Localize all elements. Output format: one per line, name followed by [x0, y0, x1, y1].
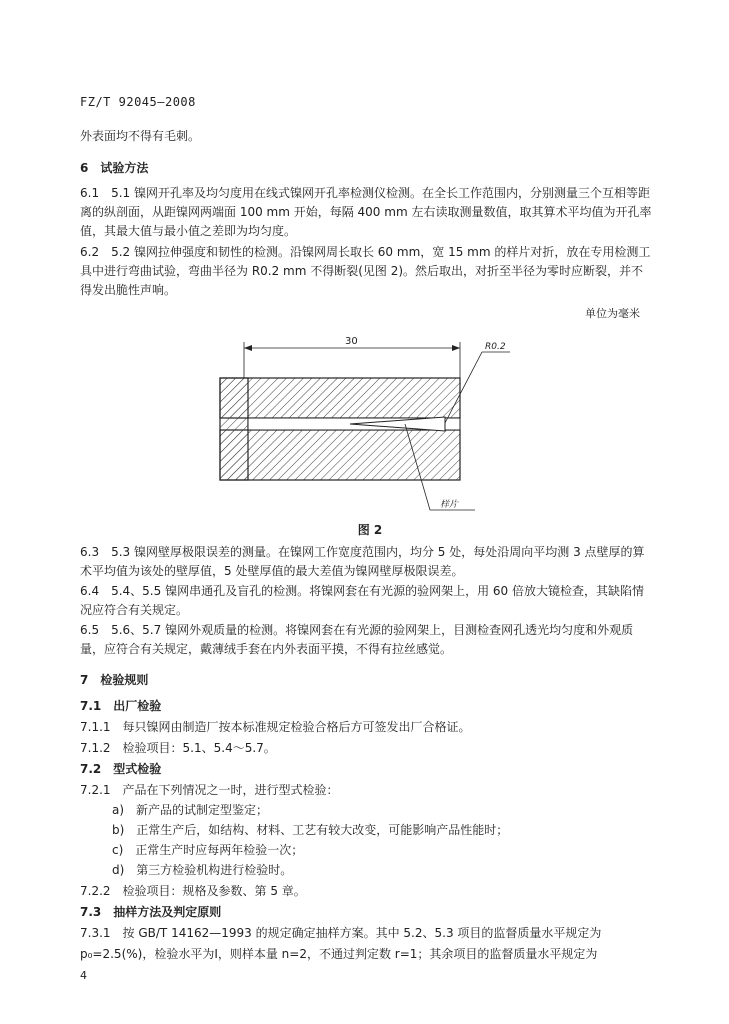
- list-item-b: b) 正常生产后，如结构、材料、工艺有较大改变，可能影响产品性能时；: [112, 823, 509, 837]
- clause-7-1-1: 7.1.1 每只镍网由制造厂按本标准规定检验合格后方可签发出厂合格证。: [80, 720, 471, 734]
- document-header: FZ/T 92045—2008: [80, 95, 196, 109]
- clause-7-2-2: 7.2.2 检验项目：规格及参数、第 5 章。: [80, 884, 306, 898]
- unit-note: 单位为毫米: [585, 307, 640, 320]
- sample-label: 样片: [440, 500, 459, 510]
- dimension-30-label: 30: [345, 336, 358, 347]
- clause-7-3-1-line-2: p₀=2.5(%)，检验水平为Ⅰ，则样本量 n=2，不通过判定数 r=1；其余项目的监督质量水平规定为: [80, 947, 598, 961]
- upper-tool-block: [220, 378, 460, 418]
- lower-tool-block: [220, 430, 460, 480]
- clause-7-1-2: 7.1.2 检验项目：5.1、5.4～5.7。: [80, 741, 276, 755]
- paragraph-6-5: 6.5 5.6、5.7 镍网外观质量的检测。将镍网套在有光源的验网架上，目测检查网孔透光均匀度和外观质量，应符合有关规定，戴薄绒手套在内外表面平摸，不得有拉丝感觉。: [80, 623, 634, 656]
- dimension-arrow-right: [452, 345, 460, 351]
- paragraph-6-1: 6.1 5.1 镍网开孔率及均匀度用在线式镍网开孔率检测仪检测。在全长工作范围内，分别测量三个互相等距离的纵剖面，从距镍网两端面 100 mm 开始，每隔 400 mm 左右读取测量数值，取其算术平均值为开孔率值，其最大值与最小值之差即为均匀度。: [80, 186, 652, 238]
- left-tool-block: [220, 378, 248, 480]
- clause-7-2-1: 7.2.1 产品在下列情况之一时，进行型式检验：: [80, 783, 339, 797]
- clause-7-3-1-line-1: 7.3.1 按 GB/T 14162—1993 的规定确定抽样方案。其中 5.2、5.3 项目的监督质量水平规定为: [80, 926, 602, 940]
- dimension-arrow-left: [244, 345, 252, 351]
- figure-2-caption: 图 2: [357, 523, 383, 537]
- section-7-1-heading: 7.1 出厂检验: [80, 699, 162, 713]
- paragraph-6-2: 6.2 5.2 镍网拉伸强度和韧性的检测。沿镍网周长取长 60 mm，宽 15 mm 的样片对折，放在专用检测工具中进行弯曲试验，弯曲半径为 R0.2 mm 不得断裂(见图 2)。然后取出，对折至半径为零时应断裂，并不得发出脆性声响。: [80, 245, 651, 297]
- figure-2-diagram: [200, 320, 520, 520]
- list-item-c: c) 正常生产时应每两年检验一次；: [112, 843, 304, 857]
- section-7-3-heading: 7.3 抽样方法及判定原则: [80, 905, 222, 919]
- intro-line: 外表面均不得有毛刺。: [80, 129, 201, 143]
- section-7-2-heading: 7.2 型式检验: [80, 762, 162, 776]
- list-item-a: a) 新产品的试制定型鉴定；: [112, 803, 269, 817]
- page-number: 4: [80, 969, 87, 982]
- section-6-heading: 6 试验方法: [80, 161, 149, 175]
- list-item-d: d) 第三方检验机构进行检验时。: [112, 863, 293, 877]
- section-7-heading: 7 检验规则: [80, 673, 149, 687]
- paragraph-6-3: 6.3 5.3 镍网壁厚极限误差的测量。在镍网工作宽度范围内，均分 5 处，每处沿周向平均测 3 点壁厚的算术平均值为该处的壁厚值，5 处壁厚值的最大差值为镍网壁厚极限误差。: [80, 545, 645, 578]
- paragraph-6-4: 6.4 5.4、5.5 镍网串通孔及盲孔的检测。将镍网套在有光源的验网架上，用 60 倍放大镜检查，其缺陷情况应符合有关规定。: [80, 584, 644, 617]
- r02-label: R0.2: [485, 342, 506, 352]
